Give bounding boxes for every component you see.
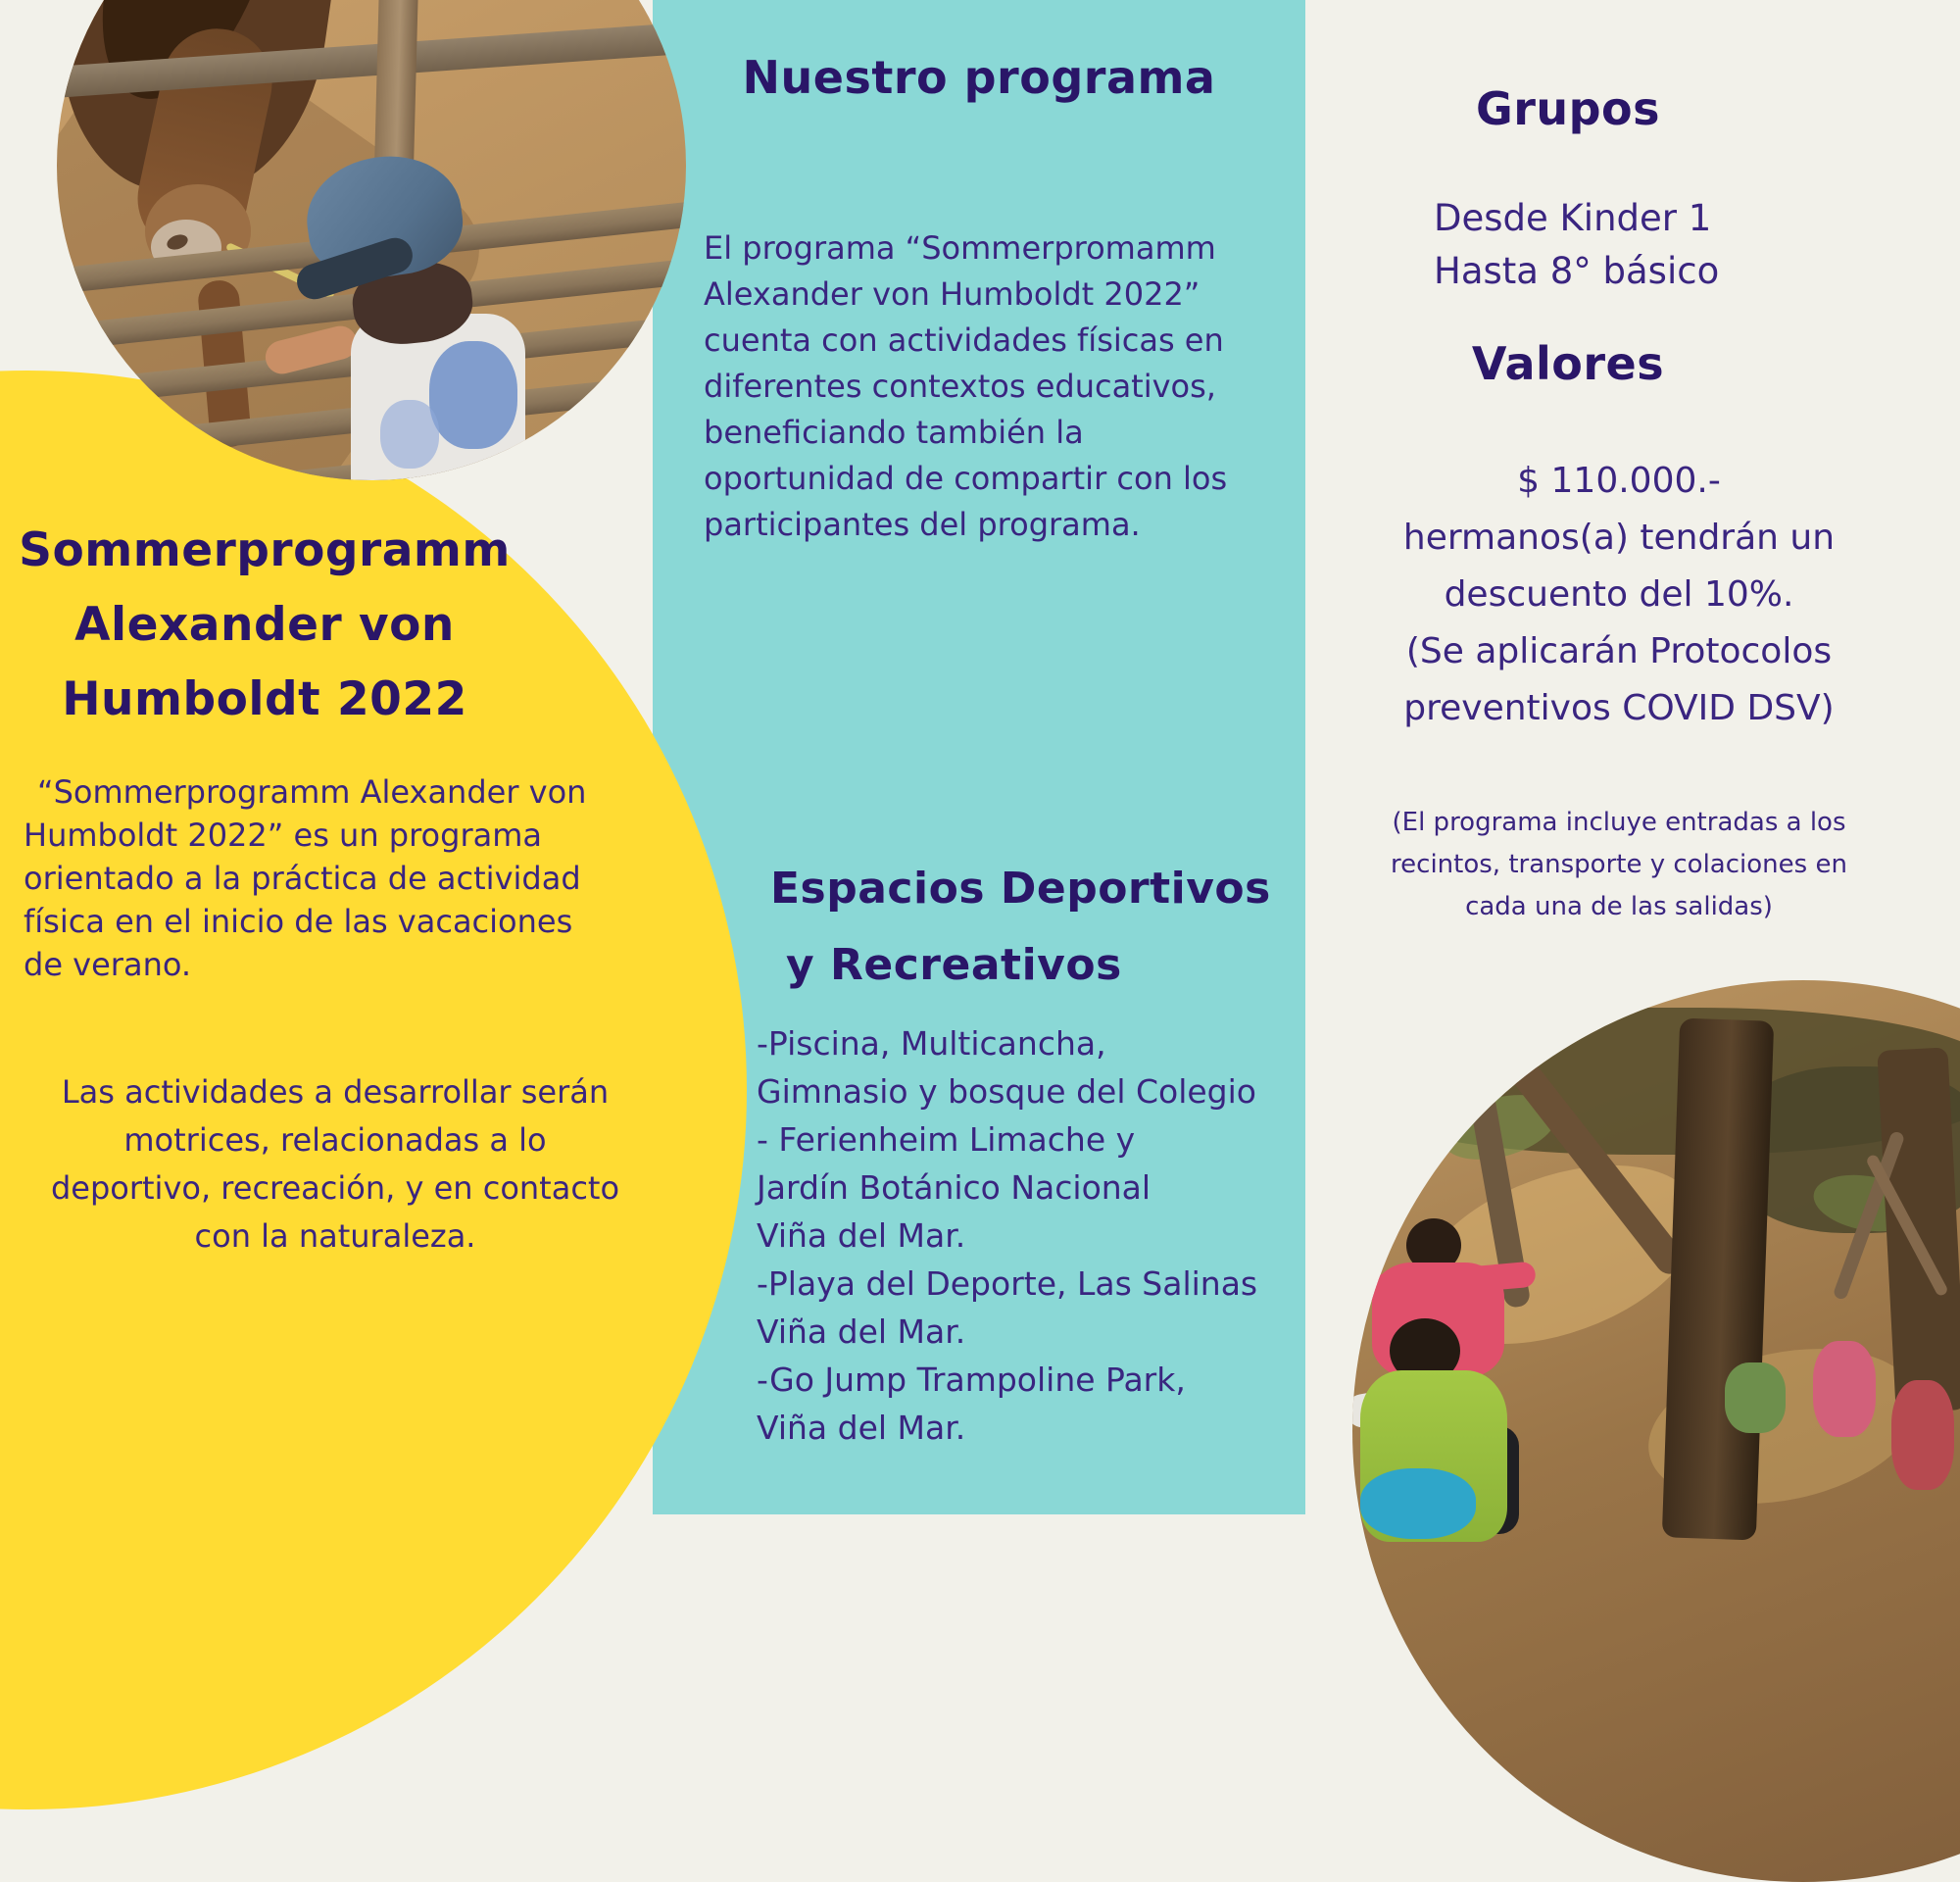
title-line: Sommerprogramm bbox=[19, 523, 511, 577]
paragraph-line: participantes del programa. bbox=[704, 506, 1141, 543]
horse-and-child-photo bbox=[57, 0, 686, 480]
list-item: - Ferienheim Limache y bbox=[757, 1120, 1136, 1159]
paragraph-line: con la naturaleza. bbox=[194, 1217, 476, 1255]
price-line: $ 110.000.- bbox=[1517, 461, 1721, 501]
list-item: Viña del Mar. bbox=[757, 1409, 966, 1447]
intro-paragraph bbox=[24, 770, 651, 986]
paragraph-line: cuenta con actividades físicas en bbox=[704, 322, 1224, 359]
sports-spaces-heading bbox=[770, 851, 1271, 1004]
children-forest-photo bbox=[1352, 980, 1960, 1882]
inclusions-note bbox=[1325, 802, 1913, 928]
tree-trunk-shape bbox=[1662, 1017, 1774, 1540]
groups-line: Hasta 8° básico bbox=[1434, 250, 1720, 292]
blue-bag-shape bbox=[1360, 1468, 1476, 1539]
price-line: (Se aplicarán Protocolos bbox=[1405, 631, 1833, 671]
paragraph-line: de verano. bbox=[24, 946, 192, 983]
list-item: Gimnasio y bosque del Colegio bbox=[757, 1072, 1256, 1111]
paragraph-line: beneficiando también la bbox=[704, 414, 1084, 451]
child-figure-shape bbox=[1891, 1380, 1954, 1490]
groups-heading: Grupos bbox=[1475, 82, 1661, 135]
note-line: cada una de las salidas) bbox=[1465, 892, 1773, 921]
note-line: (El programa incluye entradas a los bbox=[1392, 808, 1846, 837]
list-item: Viña del Mar. bbox=[757, 1312, 966, 1351]
list-item: Jardín Botánico Nacional bbox=[757, 1168, 1152, 1207]
groups-range bbox=[1434, 192, 1719, 298]
list-item: Viña del Mar. bbox=[757, 1216, 966, 1255]
price-line: hermanos(a) tendrán un bbox=[1402, 518, 1836, 558]
child-figure-shape bbox=[1813, 1341, 1876, 1437]
paragraph-line: oportunidad de compartir con los bbox=[704, 460, 1228, 497]
paragraph-line: Las actividades a desarrollar serán bbox=[61, 1073, 610, 1111]
list-item: -Go Jump Trampoline Park, bbox=[757, 1361, 1186, 1399]
paragraph-line: Humboldt 2022” es un programa bbox=[24, 817, 542, 854]
venues-list bbox=[757, 1019, 1257, 1452]
paragraph-line: Alexander von Humboldt 2022” bbox=[704, 275, 1200, 313]
paragraph-line: orientado a la práctica de actividad bbox=[24, 860, 581, 897]
tree-trunk-shape bbox=[1877, 1047, 1960, 1412]
price-line: descuento del 10%. bbox=[1444, 574, 1794, 615]
program-description bbox=[704, 225, 1311, 548]
heading-line: Espacios Deportivos bbox=[770, 864, 1271, 914]
brochure-title bbox=[10, 514, 519, 737]
paragraph-line: motrices, relacionadas a lo bbox=[123, 1121, 547, 1159]
child-figure-shape bbox=[1725, 1362, 1786, 1433]
list-item: -Piscina, Multicancha, bbox=[757, 1024, 1106, 1063]
paragraph-line: diferentes contextos educativos, bbox=[704, 368, 1216, 405]
price-line: preventivos COVID DSV) bbox=[1403, 688, 1835, 728]
title-line: Alexander von bbox=[74, 598, 455, 652]
paragraph-line: El programa “Sommerpromamm bbox=[704, 229, 1216, 267]
title-line: Humboldt 2022 bbox=[62, 672, 467, 726]
list-item: -Playa del Deporte, Las Salinas bbox=[757, 1264, 1258, 1303]
activities-paragraph bbox=[12, 1068, 659, 1261]
paragraph-line: deportivo, recreación, y en contacto bbox=[50, 1169, 620, 1207]
paragraph-line: “Sommerprogramm Alexander von bbox=[37, 773, 587, 811]
shirt-print-shape bbox=[429, 341, 517, 449]
note-line: recintos, transporte y colaciones en bbox=[1391, 850, 1847, 879]
groups-line: Desde Kinder 1 bbox=[1434, 197, 1712, 239]
heading-line: y Recreativos bbox=[786, 940, 1122, 990]
price-details bbox=[1325, 453, 1913, 737]
paragraph-line: física en el inicio de las vacaciones bbox=[24, 903, 573, 940]
shirt-print-shape bbox=[380, 400, 439, 469]
our-program-heading: Nuestro programa bbox=[742, 51, 1216, 104]
values-heading: Valores bbox=[1471, 337, 1665, 390]
